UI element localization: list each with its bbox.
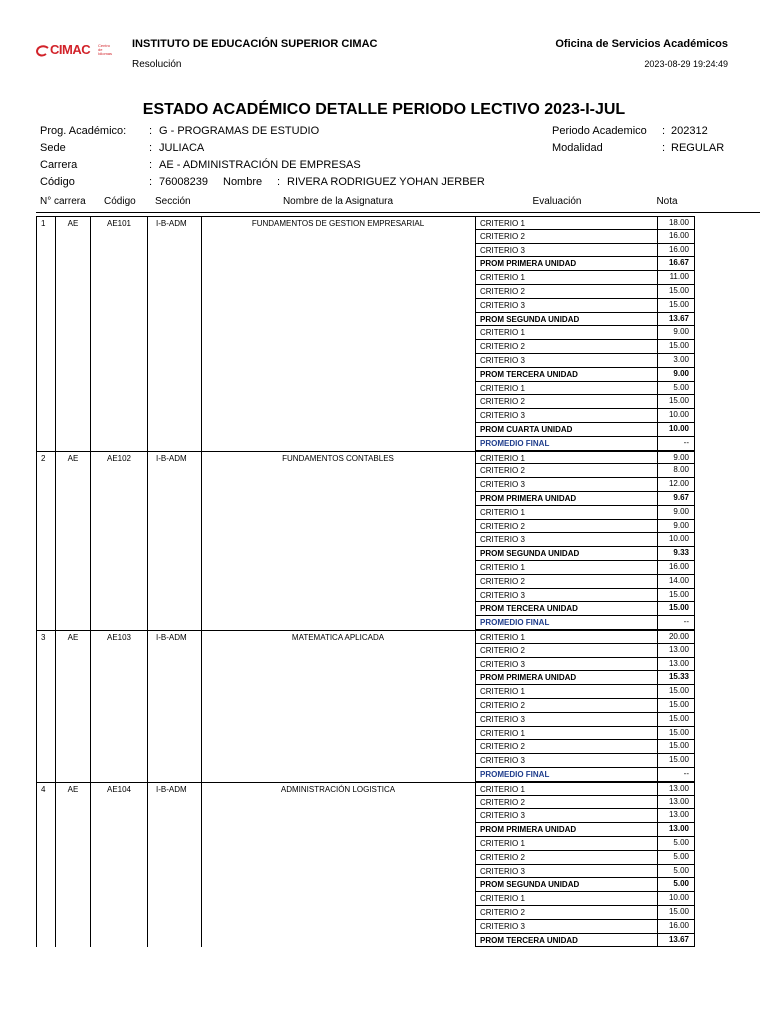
evaluation-label: PROM PRIMERA UNIDAD xyxy=(480,825,577,835)
evaluation-row xyxy=(475,506,695,520)
nombre-value: RIVERA RODRIGUEZ YOHAN JERBER xyxy=(287,176,485,188)
col-header-nota: Nota xyxy=(656,196,678,207)
course-seccion: I-B-ADM xyxy=(156,219,187,228)
evaluation-grade: -- xyxy=(657,437,695,450)
evaluation-grade: 13.00 xyxy=(657,796,695,809)
evaluation-grade: 10.00 xyxy=(657,409,695,422)
codigo-colon: : xyxy=(149,176,153,188)
evaluation-row xyxy=(475,533,695,547)
evaluation-row xyxy=(475,395,695,409)
evaluation-label: CRITERIO 2 xyxy=(480,908,525,917)
evaluation-row xyxy=(475,934,695,948)
evaluation-grade: 15.00 xyxy=(657,906,695,919)
evaluation-row xyxy=(475,699,695,713)
evaluation-row xyxy=(475,451,695,465)
evaluation-label: PROM CUARTA UNIDAD xyxy=(480,425,573,434)
modalidad-value: REGULAR xyxy=(671,142,725,154)
codigo-value: 76008239 xyxy=(159,176,208,188)
course-carrera: AE xyxy=(67,453,79,463)
evaluation-label: CRITERIO 1 xyxy=(480,507,525,517)
evaluation-label: CRITERIO 3 xyxy=(480,921,525,931)
evaluation-grade: 5.00 xyxy=(657,851,695,864)
evaluation-row xyxy=(475,547,695,561)
modalidad-colon: : xyxy=(662,142,666,154)
evaluation-label: PROMEDIO FINAL xyxy=(480,770,550,779)
evaluation-label: CRITERIO 3 xyxy=(480,714,525,724)
evaluation-label: CRITERIO 2 xyxy=(480,287,525,296)
evaluation-label: CRITERIO 3 xyxy=(480,245,525,255)
evaluation-grade: 16.67 xyxy=(657,257,695,270)
evaluation-grade: 14.00 xyxy=(657,575,695,588)
evaluation-grade: 10.00 xyxy=(657,533,695,546)
course-nombre: ADMINISTRACIÓN LOGISTICA xyxy=(280,784,396,794)
evaluation-grade: 13.00 xyxy=(657,644,695,657)
evaluation-label: PROM PRIMERA UNIDAD xyxy=(480,673,577,683)
evaluation-grade: 15.33 xyxy=(657,671,695,684)
course-seccion: I-B-ADM xyxy=(156,453,187,463)
evaluation-row xyxy=(475,602,695,616)
evaluation-label: CRITERIO 1 xyxy=(480,839,525,848)
prog-value: G - PROGRAMAS DE ESTUDIO xyxy=(159,125,320,137)
evaluation-label: CRITERIO 2 xyxy=(480,231,525,241)
prog-label: Prog. Académico: xyxy=(40,125,127,137)
document-type: Resolución xyxy=(132,59,182,70)
course-nombre: FUNDAMENTOS CONTABLES xyxy=(282,453,394,463)
evaluation-grade: 15.00 xyxy=(657,340,695,353)
evaluation-grade: 9.67 xyxy=(657,492,695,505)
modalidad-label: Modalidad xyxy=(552,142,603,154)
evaluation-row xyxy=(475,409,695,423)
periodo-label: Periodo Academico xyxy=(552,125,647,137)
evaluation-label: CRITERIO 3 xyxy=(480,866,525,876)
evaluation-label: CRITERIO 3 xyxy=(480,356,525,365)
evaluation-row xyxy=(475,478,695,492)
evaluation-row xyxy=(475,685,695,699)
evaluation-label: CRITERIO 2 xyxy=(480,466,525,476)
col-header-nombre: Nombre de la Asignatura xyxy=(282,196,394,207)
evaluation-row xyxy=(475,492,695,506)
evaluation-label: PROM PRIMERA UNIDAD xyxy=(480,259,577,269)
course-separator xyxy=(36,630,475,631)
evaluation-row xyxy=(475,271,695,285)
evaluation-grade: 16.00 xyxy=(657,244,695,257)
evaluation-grade: 9.00 xyxy=(657,452,695,464)
evaluation-grade: 15.00 xyxy=(657,395,695,408)
course-n: 3 xyxy=(41,633,46,642)
column-divider xyxy=(36,216,37,947)
evaluation-row xyxy=(475,561,695,575)
evaluation-grade: 13.67 xyxy=(657,313,695,326)
evaluation-grade: 11.00 xyxy=(657,271,695,284)
evaluation-row xyxy=(475,244,695,258)
evaluation-row xyxy=(475,920,695,934)
column-divider xyxy=(90,216,91,947)
evaluation-row xyxy=(475,809,695,823)
sede-colon: : xyxy=(149,142,153,154)
evaluation-label: CRITERIO 2 xyxy=(480,797,525,807)
evaluation-label: CRITERIO 1 xyxy=(480,328,525,338)
evaluation-row xyxy=(475,851,695,865)
evaluation-row xyxy=(475,878,695,892)
course-seccion: I-B-ADM xyxy=(156,784,187,794)
evaluation-row xyxy=(475,230,695,244)
col-header-codigo: Código xyxy=(104,196,136,207)
evaluation-row xyxy=(475,589,695,603)
evaluation-row xyxy=(475,382,695,396)
evaluation-label: CRITERIO 1 xyxy=(480,633,525,642)
column-divider xyxy=(147,216,148,947)
evaluation-label: PROMEDIO FINAL xyxy=(480,618,550,628)
evaluation-grade: 9.00 xyxy=(657,326,695,339)
evaluation-label: PROM SEGUNDA UNIDAD xyxy=(480,549,580,559)
evaluation-grade: 15.00 xyxy=(657,754,695,767)
evaluation-row xyxy=(475,892,695,906)
evaluation-label: CRITERIO 3 xyxy=(480,590,525,600)
evaluation-grade: 16.00 xyxy=(657,561,695,574)
course-seccion: I-B-ADM xyxy=(156,633,187,642)
course-nombre: MATEMATICA APLICADA xyxy=(291,633,385,642)
course-n: 4 xyxy=(41,784,46,794)
course-carrera: AE xyxy=(67,784,79,794)
evaluation-row xyxy=(475,630,695,644)
evaluation-label: CRITERIO 2 xyxy=(480,742,525,752)
evaluation-label: CRITERIO 1 xyxy=(480,687,525,697)
course-codigo: AE103 xyxy=(106,633,132,642)
evaluation-grade: 10.00 xyxy=(657,423,695,436)
evaluation-label: CRITERIO 3 xyxy=(480,480,525,490)
evaluation-label: CRITERIO 3 xyxy=(480,300,525,310)
evaluation-grade: 15.00 xyxy=(657,727,695,740)
evaluation-row xyxy=(475,340,695,354)
evaluation-label: PROM TERCERA UNIDAD xyxy=(480,604,578,614)
office-name: Oficina de Servicios Académicos xyxy=(555,38,728,50)
codigo-label: Código xyxy=(40,176,75,188)
evaluation-row xyxy=(475,658,695,672)
evaluation-row xyxy=(475,313,695,327)
evaluation-label: CRITERIO 1 xyxy=(480,894,525,904)
evaluation-grade: 9.33 xyxy=(657,547,695,560)
evaluation-label: CRITERIO 2 xyxy=(480,645,525,655)
carrera-colon: : xyxy=(149,159,153,171)
sede-value: JULIACA xyxy=(159,142,205,154)
periodo-colon: : xyxy=(662,125,666,137)
evaluation-label: CRITERIO 3 xyxy=(480,659,525,669)
nombre-label: Nombre xyxy=(223,176,263,188)
evaluation-grade: 5.00 xyxy=(657,837,695,850)
evaluation-grade: 9.00 xyxy=(657,506,695,519)
evaluation-row xyxy=(475,285,695,299)
evaluation-grade: 9.00 xyxy=(657,368,695,381)
evaluation-label: CRITERIO 1 xyxy=(480,453,525,463)
col-header-evaluacion: Evaluación xyxy=(532,196,582,207)
evaluation-label: CRITERIO 2 xyxy=(480,852,525,862)
evaluation-label: PROM TERCERA UNIDAD xyxy=(480,369,578,379)
institution-name: INSTITUTO DE EDUCACIÓN SUPERIOR CIMAC xyxy=(132,38,378,50)
course-codigo: AE102 xyxy=(106,453,132,463)
evaluation-label: PROM PRIMERA UNIDAD xyxy=(480,494,577,503)
course-nombre: FUNDAMENTOS DE GESTION EMPRESARIAL xyxy=(251,219,425,228)
evaluation-label: CRITERIO 1 xyxy=(480,219,525,228)
column-divider xyxy=(55,216,56,947)
evaluation-label: CRITERIO 1 xyxy=(480,728,525,738)
logo-text: CIMAC xyxy=(50,42,91,57)
evaluation-label: CRITERIO 1 xyxy=(480,273,525,283)
col-header-num: N° carrera xyxy=(40,196,86,207)
evaluation-grade: 5.00 xyxy=(657,865,695,878)
evaluation-row xyxy=(475,671,695,685)
course-separator xyxy=(36,216,475,217)
evaluation-label: PROMEDIO FINAL xyxy=(480,438,550,448)
evaluation-label: CRITERIO 3 xyxy=(480,811,525,821)
evaluation-row xyxy=(475,368,695,382)
evaluation-row xyxy=(475,823,695,837)
evaluation-grade: 20.00 xyxy=(657,631,695,643)
evaluation-grade: 16.00 xyxy=(657,920,695,933)
evaluation-label: PROM SEGUNDA UNIDAD xyxy=(480,880,580,890)
evaluation-row xyxy=(475,713,695,727)
evaluation-row xyxy=(475,754,695,768)
evaluation-grade: 13.00 xyxy=(657,783,695,795)
evaluation-grade: 13.00 xyxy=(657,658,695,671)
evaluation-row xyxy=(475,326,695,340)
evaluation-grade: 10.00 xyxy=(657,892,695,905)
evaluation-row xyxy=(475,616,695,630)
page-title: ESTADO ACADÉMICO DETALLE PERIODO LECTIVO 2023-I-JUL xyxy=(142,101,626,118)
evaluation-grade: 15.00 xyxy=(657,740,695,753)
course-n: 1 xyxy=(41,219,46,228)
course-carrera: AE xyxy=(67,633,79,642)
evaluation-label: CRITERIO 2 xyxy=(480,576,525,586)
evaluation-row xyxy=(475,796,695,810)
evaluation-label: CRITERIO 3 xyxy=(480,756,525,766)
col-header-seccion: Sección xyxy=(155,196,191,207)
periodo-value: 202312 xyxy=(671,125,708,137)
print-datetime: 2023-08-29 19:24:49 xyxy=(644,59,728,69)
evaluation-label: CRITERIO 3 xyxy=(480,535,525,545)
evaluation-row xyxy=(475,216,695,230)
evaluation-label: CRITERIO 2 xyxy=(480,342,525,352)
carrera-label: Carrera xyxy=(40,159,78,171)
carrera-value: AE - ADMINISTRACIÓN DE EMPRESAS xyxy=(159,159,361,171)
evaluation-row xyxy=(475,437,695,451)
course-separator xyxy=(36,451,475,452)
evaluation-grade: 9.00 xyxy=(657,520,695,533)
evaluation-grade: 16.00 xyxy=(657,230,695,243)
evaluation-row xyxy=(475,575,695,589)
evaluation-grade: 5.00 xyxy=(657,878,695,891)
evaluation-grade: 15.00 xyxy=(657,699,695,712)
evaluation-row xyxy=(475,464,695,478)
evaluation-grade: 13.00 xyxy=(657,823,695,836)
course-codigo: AE104 xyxy=(106,784,132,794)
evaluation-label: CRITERIO 2 xyxy=(480,397,525,407)
evaluation-label: CRITERIO 1 xyxy=(480,784,525,794)
evaluation-row xyxy=(475,768,695,782)
evaluation-grade: -- xyxy=(657,768,695,781)
evaluation-label: PROM SEGUNDA UNIDAD xyxy=(480,314,580,324)
evaluation-grade: 13.00 xyxy=(657,809,695,822)
evaluation-grade: 15.00 xyxy=(657,713,695,726)
evaluation-label: CRITERIO 2 xyxy=(480,521,525,531)
evaluation-label: CRITERIO 2 xyxy=(480,701,525,710)
evaluation-grade: 5.00 xyxy=(657,382,695,395)
evaluation-row xyxy=(475,354,695,368)
logo-subtext: Centro de Idiomas xyxy=(98,43,113,56)
evaluation-grade: 15.00 xyxy=(657,589,695,602)
evaluation-row xyxy=(475,727,695,741)
evaluation-grade: -- xyxy=(657,616,695,629)
evaluation-row xyxy=(475,782,695,796)
column-divider xyxy=(475,216,476,947)
evaluation-label: CRITERIO 1 xyxy=(480,383,525,393)
evaluation-row xyxy=(475,299,695,313)
evaluation-grade: 15.00 xyxy=(657,602,695,615)
nombre-colon: : xyxy=(277,176,281,188)
evaluation-row xyxy=(475,644,695,658)
course-carrera: AE xyxy=(67,219,79,228)
evaluation-row xyxy=(475,423,695,437)
evaluation-row xyxy=(475,837,695,851)
sede-label: Sede xyxy=(40,142,66,154)
column-divider xyxy=(201,216,202,947)
course-codigo: AE101 xyxy=(106,219,132,228)
evaluation-grade: 3.00 xyxy=(657,354,695,367)
evaluation-row xyxy=(475,906,695,920)
evaluation-row xyxy=(475,740,695,754)
course-n: 2 xyxy=(41,453,46,463)
prog-colon: : xyxy=(149,125,153,137)
course-separator xyxy=(36,782,475,783)
evaluation-grade: 15.00 xyxy=(657,685,695,698)
evaluation-row xyxy=(475,520,695,534)
evaluation-label: CRITERIO 3 xyxy=(480,411,525,421)
evaluation-grade: 15.00 xyxy=(657,285,695,298)
evaluation-grade: 8.00 xyxy=(657,464,695,477)
evaluation-label: CRITERIO 1 xyxy=(480,563,525,572)
evaluation-label: PROM TERCERA UNIDAD xyxy=(480,935,578,945)
evaluation-grade: 12.00 xyxy=(657,478,695,491)
evaluation-grade: 18.00 xyxy=(657,217,695,229)
evaluation-grade: 15.00 xyxy=(657,299,695,312)
evaluation-row xyxy=(475,865,695,879)
evaluation-grade: 13.67 xyxy=(657,934,695,947)
evaluation-row xyxy=(475,257,695,271)
